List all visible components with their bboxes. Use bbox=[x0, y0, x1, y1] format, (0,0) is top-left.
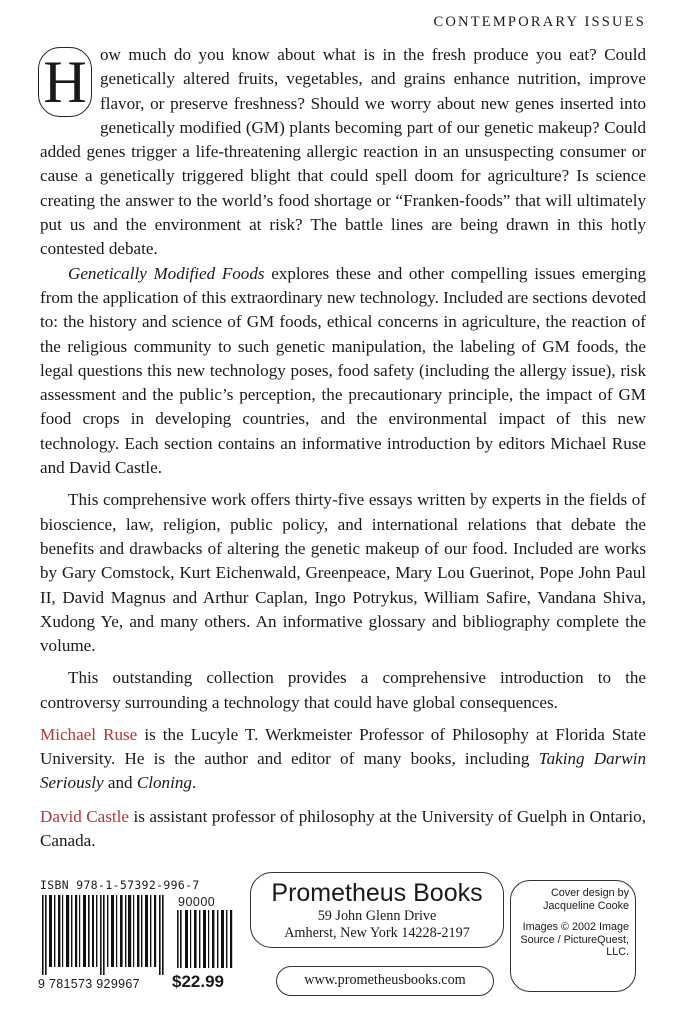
publisher-name: Prometheus Books bbox=[271, 879, 483, 907]
castle-bio bbox=[40, 805, 646, 853]
ruse-book-2: Cloning bbox=[136, 773, 192, 792]
castle-text: is assistant professor of philosophy at the University of Guelph in Ontario, Canada. bbox=[40, 807, 646, 850]
ruse-text-c: . bbox=[191, 773, 197, 792]
isbn-label: ISBN 978-1-57392-996-7 bbox=[40, 878, 200, 892]
publisher-city: Amherst, New York 14228-2197 bbox=[284, 925, 470, 941]
credits-box bbox=[510, 880, 636, 992]
ruse-bio bbox=[40, 723, 646, 795]
editor-bios bbox=[40, 723, 646, 853]
intro-paragraph bbox=[40, 43, 646, 262]
publisher-box bbox=[250, 872, 504, 948]
intro-text: ow much do you know about what is in the fresh produce you eat? Could genetically altered fruits, vegetables, and grains enhance nutrition, improve flavor, or preserve freshness? Should we worry about new genes inserted into genetically modified (GM) plants becoming part of our genetic makeup? Could added genes trigger a life-threatening allergic reaction in an unsuspecting consumer or cause a genetically triggered blight that could spell doom for agriculture? Is science creating the answer to the world’s food shortage or “Franken-foods” that will ultimately put us and the environment at risk? The battle lines are being drawn in this hotly contested debate. bbox=[40, 45, 646, 259]
price-barcode bbox=[176, 910, 234, 968]
back-cover-description bbox=[40, 43, 646, 715]
ruse-name: Michael Ruse bbox=[40, 725, 138, 744]
cover-credit: Cover design by Jacqueline Cooke bbox=[543, 887, 629, 912]
summary-paragraph: This outstanding collection provides a comprehensive introduction to the controversy surrounding a technology that could have global consequences. bbox=[40, 668, 646, 712]
isbn-barcode bbox=[40, 895, 168, 975]
barcode-digits: 9 781573 929967 bbox=[38, 977, 140, 991]
book-title: Genetically Modified Foods bbox=[68, 263, 265, 283]
castle-name: David Castle bbox=[40, 807, 130, 826]
publisher-street: 59 John Glenn Drive bbox=[317, 908, 437, 924]
sections-paragraph bbox=[40, 262, 646, 481]
ruse-text-a: is the Lucyle T. Werkmeister Professor of Philosophy at Florida State University. He is the author and editor of many books, including bbox=[40, 725, 647, 768]
series-header: CONTEMPORARY ISSUES bbox=[433, 14, 646, 30]
ruse-text-b: and bbox=[103, 773, 137, 792]
drop-cap: H bbox=[38, 47, 92, 117]
essays-paragraph: This comprehensive work offers thirty-five essays written by experts in the fields of bioscience, law, religion, public policy, and international relations that debate the benefits and drawbacks of altering the genetic makeup of our food. Included are works by Gary Comstock, Kurt Eichenwald, Greenpeace, Mary Lou Guerinot, Pope John Paul II, David Magnus and Arthur Caplan, Ingo Potrykus, William Safire, Vandana Shiva, Xudong Ye, and many others. An informative glossary and bibliography complete the volume. bbox=[40, 490, 646, 656]
ruse-book-1: Taking Darwin Seriously bbox=[40, 749, 646, 792]
price-code: 90000 bbox=[178, 895, 216, 909]
publisher-url[interactable]: www.prometheusbooks.com bbox=[276, 966, 494, 996]
price-label: $22.99 bbox=[172, 972, 224, 991]
image-credit: Images © 2002 Image Source / PictureQuest, LLC. bbox=[520, 921, 629, 959]
sections-text: explores these and other compelling issues emerging from the application of this extraordinary new technology. Included are sections devoted to: the history and science of GM foods, ethical concerns in agriculture, the reaction of the religious community to such genetic manipulation, the labeling of GM foods, the legal questions this new technology poses, food safety (including the allergy issue), risk assessment and the public’s perception, the precautionary principle, the impact of GM food crops in developing countries, and the environmental impact of this new technology. Each section contains an informative introduction by editors Michael Ruse and David Castle. bbox=[40, 263, 646, 478]
